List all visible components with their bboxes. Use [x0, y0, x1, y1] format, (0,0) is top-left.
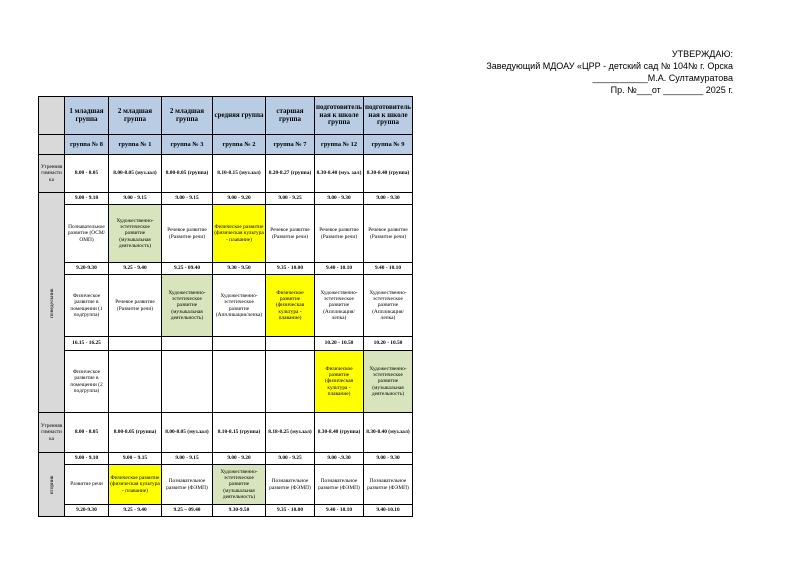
corner-cell [39, 97, 65, 135]
empty-cell [213, 351, 266, 413]
time-cell: 8.00-8.05 (группа) [162, 155, 213, 193]
time-cell: 9.30-9.50 [213, 505, 266, 517]
time-cell: 9.00 - 9.20 [213, 193, 266, 205]
time-cell: 8.00-8.05 (муз.зал) [109, 155, 162, 193]
header-cell: средняя группа [213, 97, 266, 135]
empty-cell [109, 337, 162, 351]
time-cell: 8.10-8.15 (муз.зал) [213, 155, 266, 193]
time-cell: 9.35 - 10.00 [266, 505, 315, 517]
activity-cell: Художественно-эстетическое развитие (Аппликация/лепка) [364, 275, 413, 337]
schedule-table [38, 96, 413, 517]
activity-cell: Художественно-эстетическое развитие (музыкальная деятельность) [162, 275, 213, 337]
activity-cell: Художественно-эстетическое развитие (музыкальная деятельность) [364, 351, 413, 413]
approval-signature: ___________М.А. Султамуратова [592, 73, 733, 83]
time-cell: 9.00 -.9.30 [315, 453, 364, 465]
empty-cell [109, 351, 162, 413]
time-cell: 8.30-8.40 (муз. зал) [315, 155, 364, 193]
time-cell: 9.00 - 9.25 [266, 453, 315, 465]
time-cell: 9.25 – 09.40 [162, 505, 213, 517]
time-cell: 8.30-8.40 (муз.зал) [364, 413, 413, 453]
time-cell: 9.40 - 10.10 [315, 505, 364, 517]
activity-cell: Физическое развитие (физическая культура - плавание) [266, 275, 315, 337]
group-number: группа № 3 [162, 135, 213, 155]
activity-cell: Познавательное развитие (ОСМ/ОМП) [65, 205, 109, 263]
time-cell: 9.00 - 9.20 [213, 453, 266, 465]
time-cell: 9.00 - 9.15 [162, 193, 213, 205]
time-cell: 9.25 - 09.40 [162, 263, 213, 275]
activity-cell: Речевое развитие (Развитие речи) [315, 205, 364, 263]
approval-order: Пр. №___от ________ 2025 г. [610, 85, 733, 95]
time-cell: 8.00 - 8.05 [65, 155, 109, 193]
activity-cell: Развитие речи [65, 465, 109, 505]
activity-cell: Познавательное развитие (ФЭМП) [266, 465, 315, 505]
activity-cell: Речевое развитие (Развитие речи) [109, 275, 162, 337]
time-cell: 9.00 - 9.15 [109, 193, 162, 205]
time-cell: 8.20-8.27 (группа) [266, 155, 315, 193]
activity-cell: Физическое развитие (физическая культура - плавание) [315, 351, 364, 413]
time-cell: 9.00 – 9.15 [109, 453, 162, 465]
time-cell: 8.00-8.05 (группа) [109, 413, 162, 453]
time-cell: 9.35 - 10.00 [266, 263, 315, 275]
time-cell: 8.00 - 8.05 [65, 413, 109, 453]
time-cell: 9.00 - 9.15 [162, 453, 213, 465]
time-cell: 8.10-8.15 (группа) [213, 413, 266, 453]
time-cell: 9.25 - 9.40 [109, 505, 162, 517]
empty-cell [266, 337, 315, 351]
group-number: группа № 2 [213, 135, 266, 155]
group-number: группа № 7 [266, 135, 315, 155]
row-label: Утренняя гимнастика [39, 155, 65, 193]
row-label: Утренняя гимнастика [39, 413, 65, 453]
time-cell: 8.18-8.25 (муз.зал) [266, 413, 315, 453]
time-cell: 9.25 - 9.40 [109, 263, 162, 275]
time-cell: 9.40 - 10.10 [364, 263, 413, 275]
activity-cell: Физическое развитие (физическая культура - плавание) [109, 465, 162, 505]
time-cell: 9.00 - 9.30 [315, 193, 364, 205]
time-cell: 9.00 - 9.30 [364, 193, 413, 205]
time-cell: 16.15 - 16.25 [65, 337, 109, 351]
time-cell: 10.20 - 10.50 [364, 337, 413, 351]
group-number: группа № 1 [109, 135, 162, 155]
header-cell: 1 младшая группа [65, 97, 109, 135]
empty-cell [213, 337, 266, 351]
empty-cell [162, 351, 213, 413]
time-cell: 9.40-10.10 [364, 505, 413, 517]
header-cell: подготовительная к школе группа [315, 97, 364, 135]
activity-cell: Физическое развитие (физическая культура - плавание) [213, 205, 266, 263]
activity-cell: Познавательное развитие (ФЭМП) [364, 465, 413, 505]
activity-cell: Художественно-эстетическое развитие (Аппликация/лепка) [315, 275, 364, 337]
header-cell: старшая группа [266, 97, 315, 135]
activity-cell: Художественно-эстетическое развитие (музыкальная деятельность) [213, 465, 266, 505]
day-label-tuesday: вторник [39, 453, 65, 517]
time-cell: 9.20-9.30 [65, 263, 109, 275]
header-cell: 2 младшая группа [109, 97, 162, 135]
time-cell: 8.00-8.05 (муз.зал) [162, 413, 213, 453]
day-label-monday: понедельник [39, 193, 65, 413]
time-cell: 8.30-8.40 (группа) [315, 413, 364, 453]
header-cell: подготовительная к школе группа [364, 97, 413, 135]
activity-cell: Познавательное развитие (ФЭМП) [315, 465, 364, 505]
approval-title: УТВЕРЖДАЮ: [671, 49, 733, 59]
activity-cell: Речевое развитие (Развитие речи) [364, 205, 413, 263]
activity-cell: Физическое развитие в помещении (2 подгруппа) [65, 351, 109, 413]
empty-cell [266, 351, 315, 413]
group-number: группа № 12 [315, 135, 364, 155]
corner-cell [39, 135, 65, 155]
time-cell: 10.20 - 10.50 [315, 337, 364, 351]
activity-cell: Познавательное развитие (ФЭМП) [162, 465, 213, 505]
activity-cell: Художественно-эстетическое развитие (музыкальная деятельность) [109, 205, 162, 263]
time-cell: 8.30-8.40 (группа) [364, 155, 413, 193]
approval-block [486, 48, 733, 96]
activity-cell: Художественно-эстетическое развитие (Аппликация/лепка) [213, 275, 266, 337]
time-cell: 9.20-9.30 [65, 505, 109, 517]
activity-cell: Речевое развитие (Развитие речи) [162, 205, 213, 263]
group-number: группа № 8 [65, 135, 109, 155]
time-cell: 9.00 - 9.30 [364, 453, 413, 465]
time-cell: 9.00 - 9.10 [65, 453, 109, 465]
time-cell: 9.00 - 9.10 [65, 193, 109, 205]
activity-cell: Физическое развитие в помещении (1 подгруппа) [65, 275, 109, 337]
time-cell: 9.30 - 9.50 [213, 263, 266, 275]
time-cell: 9.00 - 9.25 [266, 193, 315, 205]
approval-head: Заведующий МДОАУ «ЦРР - детский сад № 104№ г. Орска [486, 61, 733, 71]
activity-cell: Речевое развитие (Развитие речи) [266, 205, 315, 263]
empty-cell [162, 337, 213, 351]
header-cell: 2 младшая группа [162, 97, 213, 135]
group-number: группа № 9 [364, 135, 413, 155]
time-cell: 9.40 - 10.10 [315, 263, 364, 275]
